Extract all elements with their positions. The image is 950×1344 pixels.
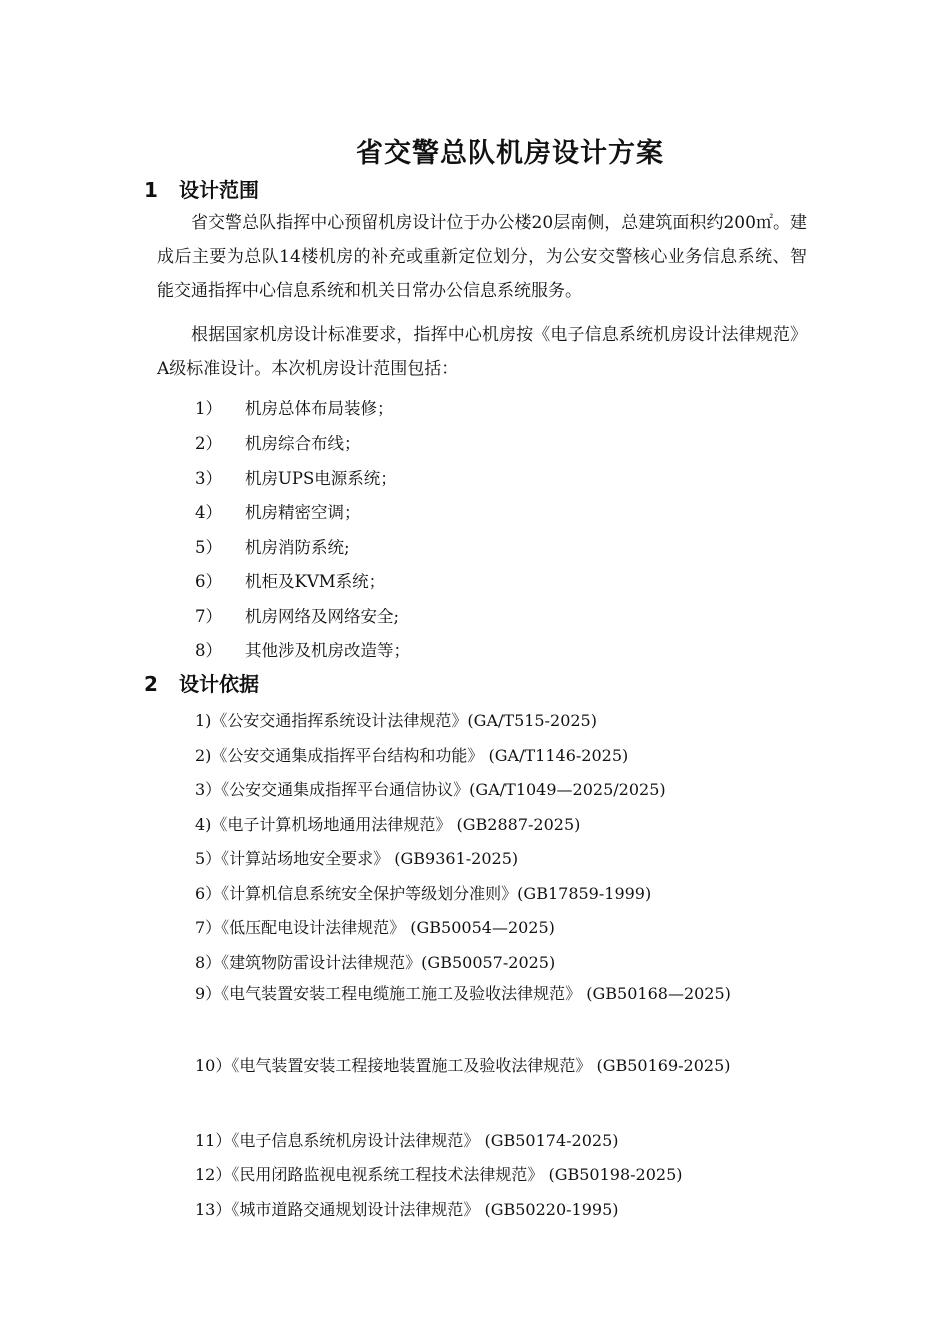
reference-item: 1)《公安交通指挥系统设计法律规范》(GA/T515-2025) bbox=[195, 711, 597, 730]
reference-item: 3）《公安交通集成指挥平台通信协议》(GA/T1049—2025/2025) bbox=[195, 780, 666, 799]
reference-item: 8）《建筑物防雷设计法律规范》(GB50057-2025) bbox=[195, 953, 556, 972]
reference-item: 13）《城市道路交通规划设计法律规范》 (GB50220-1995) bbox=[195, 1200, 619, 1219]
reference-item: 7）《低压配电设计法律规范》 (GB50054—2025) bbox=[195, 918, 555, 937]
list-item: 2） 机房综合布线； bbox=[195, 434, 361, 453]
list-item: 4） 机房精密空调； bbox=[195, 503, 361, 522]
reference-item: 5）《计算站场地安全要求》 (GB9361-2025) bbox=[195, 849, 519, 868]
reference-item: 10）《电气装置安装工程接地装置施工及验收法律规范》 (GB50169-2025) bbox=[195, 1056, 731, 1075]
section-title: 设计依据 bbox=[179, 672, 259, 696]
reference-item: 2)《公安交通集成指挥平台结构和功能》 (GA/T1146-2025) bbox=[195, 746, 629, 765]
reference-item: 11）《电子信息系统机房设计法律规范》 (GB50174-2025) bbox=[195, 1131, 619, 1150]
paragraph-scope: 省交警总队指挥中心预留机房设计位于办公楼20层南侧，总建筑面积约200㎡。建成后主要为总队14楼机房的补充或重新定位划分，为公安交警核心业务信息系统、智能交通指挥中心信息系统和机关日常办公信息系统服务。 bbox=[157, 213, 807, 301]
list-item: 5） 机房消防系统; bbox=[195, 538, 350, 557]
reference-item: 9）《电气装置安装工程电缆施工施工及验收法律规范》 (GB50168—2025) bbox=[195, 984, 731, 1003]
reference-item: 12）《民用闭路监视电视系统工程技术法律规范》 (GB50198-2025) bbox=[195, 1165, 683, 1184]
section-number: 2 bbox=[144, 672, 158, 696]
list-item: 1） 机房总体布局装修； bbox=[195, 399, 394, 418]
reference-item: 4)《电子计算机场地通用法律规范》 (GB2887-2025) bbox=[195, 815, 581, 834]
list-item: 7） 机房网络及网络安全; bbox=[195, 607, 400, 626]
document-title: 省交警总队机房设计方案 bbox=[356, 138, 664, 169]
list-item: 6） 机柜及KVM系统； bbox=[195, 572, 386, 591]
section-title: 设计范围 bbox=[179, 178, 259, 202]
list-item: 8） 其他涉及机房改造等； bbox=[195, 641, 410, 660]
section-number: 1 bbox=[144, 178, 158, 202]
section-heading-2 bbox=[144, 668, 259, 697]
paragraph-standard: 根据国家机房设计标准要求，指挥中心机房按《电子信息系统机房设计法律规范》A级标准设计。本次机房设计范围包括： bbox=[157, 325, 807, 379]
section-heading-1 bbox=[144, 174, 259, 203]
list-item: 3） 机房UPS电源系统； bbox=[195, 469, 397, 488]
reference-item: 6）《计算机信息系统安全保护等级划分准则》(GB17859-1999) bbox=[195, 884, 652, 903]
